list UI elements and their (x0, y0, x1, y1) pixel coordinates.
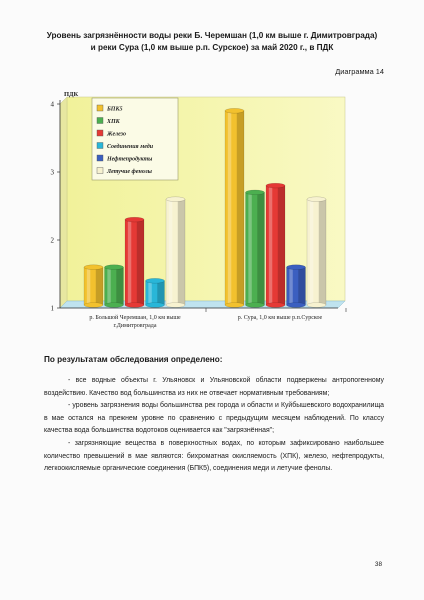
legend-swatch-0 (97, 105, 103, 111)
page-number: 38 (374, 561, 382, 568)
legend-box (92, 98, 178, 180)
paragraph-1: - все водные объекты г. Ульяновск и Ульяновской области подвержены антропогенному воздействию. Качество вод большинства из них не отвечает нормативным требованиям; (44, 377, 384, 397)
legend-label-3: Соединения меди (107, 144, 154, 150)
results-text (44, 375, 384, 476)
bar-1-5 (307, 197, 326, 308)
legend-swatch-4 (97, 155, 103, 161)
title-line-1: Уровень загрязнённости воды реки Б. Черемшан (1,0 км выше г. Димитровграда) (46, 31, 378, 40)
category-label-1-0: р. Сура, 1,0 км выше р.п.Сурское (237, 315, 323, 321)
bar-0-0 (84, 265, 103, 308)
paragraph-2: - уровень загрязнения воды большинства рек города и области и Куйбышевского водохранилища в мае остался на прежнем уровне по сравнению с предыдущим месяцем наблюдений. По классу качества вода большинства водотоков оценивается как "загрязнённая"; (44, 402, 384, 435)
legend-label-4: Нефтепродукты (107, 156, 153, 163)
bar-1-2 (266, 183, 285, 307)
y-tick-label-2: 3 (50, 168, 54, 177)
y-tick-label-1: 2 (50, 236, 54, 245)
document-title (14, 30, 410, 54)
y-axis-label: ПДК (64, 91, 79, 98)
bar-1-1 (246, 190, 265, 307)
bar-1-0 (225, 108, 244, 307)
bar-0-3 (146, 278, 165, 307)
pollution-bar-chart (0, 84, 424, 346)
legend-swatch-2 (97, 130, 103, 136)
results-heading: По результатам обследования определено: (44, 355, 223, 364)
category-label-0-0: р. Большой Черемшан, 1,0 км выше (89, 315, 181, 321)
category-label-0-1: г.Димитровграда (113, 323, 157, 329)
legend-swatch-3 (97, 143, 103, 149)
diagram-label: Диаграмма 14 (335, 67, 384, 76)
legend-label-0: БПК5 (107, 106, 123, 113)
legend-swatch-1 (97, 118, 103, 124)
y-tick-label-0: 1 (50, 304, 54, 313)
bar-0-2 (125, 217, 144, 307)
bar-0-1 (105, 265, 124, 308)
legend-label-5: Летучие фенолы (107, 169, 152, 175)
title-line-2: и реки Сура (1,0 км выше р.п. Сурское) за май 2020 г., в ПДК (90, 43, 334, 52)
bar-0-5 (166, 197, 185, 308)
bar-1-4 (287, 265, 306, 308)
chart-side-wall (60, 97, 67, 308)
legend-label-1: ХПК (107, 119, 120, 125)
paragraph-3: - загрязняющие вещества в поверхностных водах, по которым зафиксировано наибольшее количество превышений в мае являются: бихроматная окисляемость (ХПК), железо, нефтепродукты, легкоокисляемые органические соединения (БПК5), соединения меди и летучие фенолы. (44, 439, 384, 473)
legend-swatch-5 (97, 168, 103, 174)
y-tick-label-3: 4 (50, 100, 54, 109)
legend-label-2: Железо (107, 131, 126, 138)
